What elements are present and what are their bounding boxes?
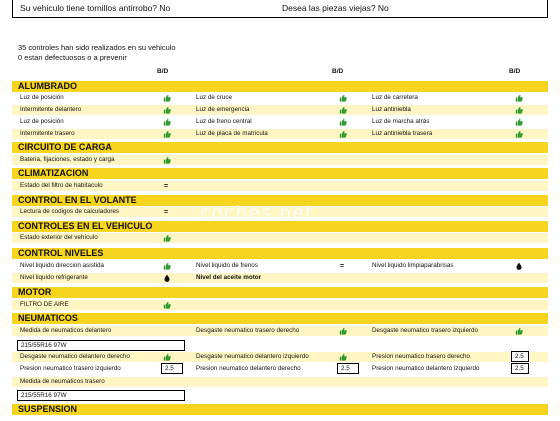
- item-label: Nivel liquido refrigerante: [20, 274, 88, 281]
- item-label: Nivel liquido de frenos: [196, 262, 258, 269]
- thumbs-up-icon: [515, 118, 523, 126]
- section-alumbrado: ALUMBRADO: [12, 81, 548, 92]
- thumbs-up-icon: [163, 130, 171, 138]
- thumbs-up-icon: [515, 327, 523, 335]
- drop-icon: [515, 262, 523, 270]
- item-label: Desgaste neumatico delantero izquierdo: [196, 353, 309, 360]
- thumbs-up-icon: [163, 118, 171, 126]
- thumbs-up-icon: [339, 94, 347, 102]
- item-label: Luz de posición: [20, 118, 64, 125]
- thumbs-up-icon: [163, 262, 171, 270]
- item-label: Medida de neumaticos trasero: [20, 378, 105, 385]
- thumbs-up-icon: [339, 327, 347, 335]
- section-control-niveles: CONTROL NIVELES: [12, 248, 548, 259]
- equal-icon: =: [340, 263, 345, 270]
- table-row: [12, 117, 548, 127]
- section-climatizacion: CLIMATIZACION: [12, 168, 548, 179]
- thumbs-up-icon: [163, 234, 171, 242]
- equal-icon: =: [164, 183, 169, 190]
- item-label: Luz de marcha atrás: [372, 118, 430, 125]
- antitheft-question: Su vehiculo tiene tornillos antirrobo? No: [20, 3, 171, 13]
- section-controles-vehiculo: CONTROLES EN EL VEHICULO: [12, 221, 548, 232]
- equal-icon: =: [164, 209, 169, 216]
- item-label: Intermitente trasero: [20, 130, 75, 137]
- item-label: Nivel liquido limpiaparabrisas: [372, 262, 454, 269]
- item-label: Lectura de codigos de calculadores: [20, 208, 120, 215]
- column-header-1: B/D: [157, 68, 169, 75]
- item-label: Nivel del aceite motor: [196, 274, 262, 281]
- watermark: coches.net: [200, 202, 314, 224]
- old-parts-question: Desea las piezas viejas? No: [282, 3, 389, 13]
- thumbs-up-icon: [163, 353, 171, 361]
- item-label: Intermitente delantero: [20, 106, 82, 113]
- table-row: [12, 300, 548, 310]
- item-label: Estado exterior del vehículo: [20, 234, 98, 241]
- section-control-volante: CONTROL EN EL VOLANTE: [12, 195, 548, 206]
- table-row: [12, 129, 548, 139]
- item-label: Presion neumatico delantero izquierdo: [372, 365, 480, 372]
- column-header-2: B/D: [332, 68, 344, 75]
- item-label: Luz de posición: [20, 94, 64, 101]
- item-label: Bateria, fijaciones, estado y carga: [20, 156, 115, 163]
- item-label: Luz antiniebla: [372, 106, 411, 113]
- thumbs-up-icon: [515, 106, 523, 114]
- drop-icon: [163, 274, 171, 282]
- pressure-value: 2.5: [511, 363, 529, 374]
- rear-tire-size-value: 215/55R16 97W: [17, 390, 185, 401]
- item-label: Desgaste neumatico trasero izquierdo: [372, 327, 479, 334]
- thumbs-up-icon: [163, 301, 171, 309]
- item-label: Nivel liquido direccion asistida: [20, 262, 104, 269]
- section-motor: MOTOR: [12, 287, 548, 298]
- front-tire-size-value: 215/55R16 97W: [17, 340, 185, 351]
- thumbs-up-icon: [163, 156, 171, 164]
- item-label: Luz de cruce: [196, 94, 233, 101]
- pressure-value: 2.5: [511, 351, 529, 362]
- item-label: Desgaste neumatico trasero derecho: [196, 327, 300, 334]
- pressure-value: 2.5: [337, 363, 359, 374]
- item-label: Luz de emergencia: [196, 106, 250, 113]
- section-circuito-carga: CIRCUITO DE CARGA: [12, 142, 548, 153]
- defects-summary: 0 estan defectuosos o a prevenir: [18, 53, 127, 62]
- thumbs-up-icon: [339, 353, 347, 361]
- controls-summary: 35 controles han sido realizados en su vehiculo: [18, 43, 176, 52]
- item-label: Luz de carretera: [372, 94, 418, 101]
- thumbs-up-icon: [163, 94, 171, 102]
- table-row: [12, 105, 548, 115]
- item-label: Medida de neumaticos delantero: [20, 327, 112, 334]
- pressure-value: 2.5: [161, 363, 183, 374]
- column-header-3: B/D: [509, 68, 521, 75]
- item-label: Presion neumatico delantero derecho: [196, 365, 301, 372]
- thumbs-up-icon: [515, 130, 523, 138]
- thumbs-up-icon: [339, 118, 347, 126]
- item-label: Desgaste neumatico delantero derecho: [20, 353, 130, 360]
- section-neumaticos: NEUMATICOS: [12, 313, 548, 324]
- item-label: Luz antiniebla trasera: [372, 130, 433, 137]
- item-label: Estado del filtro de habitaculo: [20, 182, 103, 189]
- table-row: [12, 273, 548, 283]
- item-label: FILTRO DE AIRE: [20, 301, 69, 308]
- thumbs-up-icon: [339, 106, 347, 114]
- item-label: Presion neumatico trasero izquierdo: [20, 365, 121, 372]
- thumbs-up-icon: [515, 94, 523, 102]
- thumbs-up-icon: [339, 130, 347, 138]
- section-suspension: SUSPENSION: [12, 404, 548, 415]
- table-row: [12, 93, 548, 103]
- thumbs-up-icon: [163, 106, 171, 114]
- item-label: Presion neumatico trasero derecho: [372, 353, 471, 360]
- item-label: Luz de freno central: [196, 118, 252, 125]
- item-label: Luz de placa de matricula: [196, 130, 268, 137]
